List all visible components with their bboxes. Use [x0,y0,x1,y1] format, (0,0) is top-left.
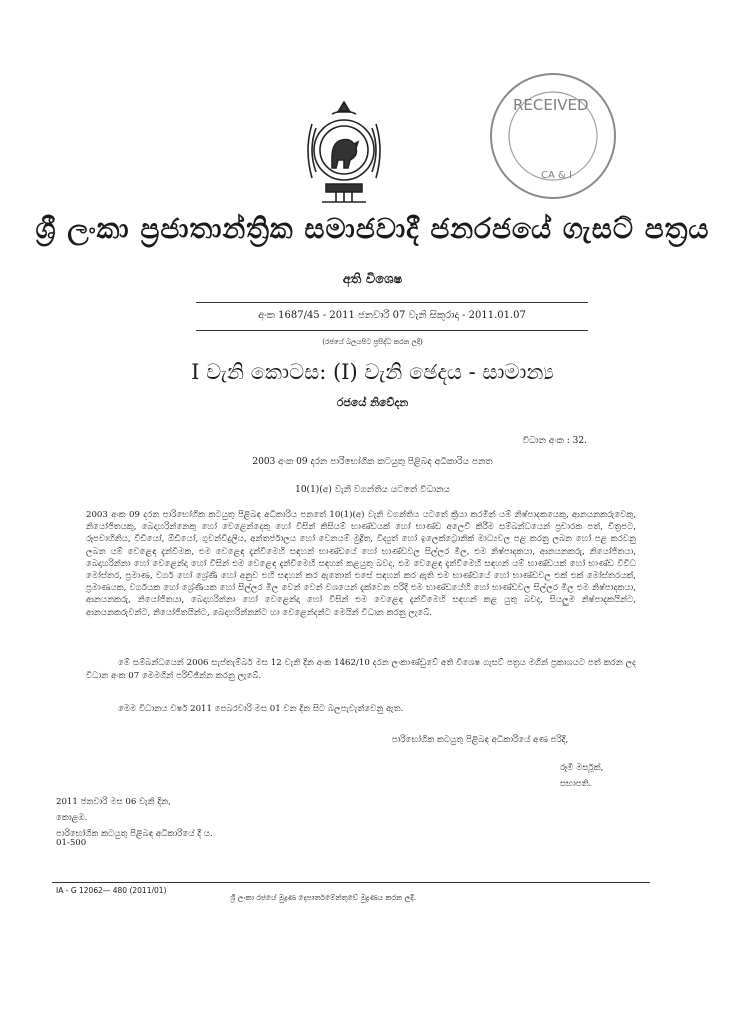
order-of-authority: පාරිභෝගික කටයුතු පිළිබඳ අධිකාරියේ අණ පරිදි, [391,735,569,745]
gazette-title: ශ්‍රී ලංකා ප්‍රජාතාන්ත්‍රික සමාජවාදී ජනරජයේ ගැසට් පත්‍රය [35,212,710,245]
signatory-title: සභාපති. [560,779,592,789]
signatory-block [560,760,640,792]
serial-number: 01-500 [56,838,87,848]
published-by: (රජයේ බලයපිට ප්‍රසිද්ධ කරන ලදී) [322,338,423,346]
sri-lanka-emblem [302,98,386,206]
footer-rule [52,882,650,883]
notices-heading: රජයේ නිවේදන [336,396,409,409]
stamp-text: RECEIVED [513,96,589,114]
authority-address: පාරිභෝගික කටයුතු පිළිබඳ අධිකාරියේ දී ය. [56,829,213,839]
printer-line: ශ්‍රී ලංකා රජයේ මුද්‍රණ දෙපාර්තමේන්තුවේ මුද්‍රණය කරන ලදී. [230,893,416,902]
date-place-block [56,794,213,842]
signatory-name: රූමි මර්සූක්, [560,763,604,773]
issue-rule-top [196,302,588,303]
regulation-heading: 10(1)(අ) වැනි වගන්තිය යටතේ විධානය [295,485,450,495]
issue-line: අංක 1687/45 - 2011 ජනවාරි 07 වැනි සිකුරාදා - 2011.01.07 [258,310,526,321]
part-heading: I වැනි කොටස: (I) වැනි ඡෙදය - සාමාන්‍ය [191,360,554,384]
revocation-paragraph: මේ සම්බන්ධයෙන් 2006 සැප්තැම්බර් මස 12 වැනි දින අංක 1462/10 දරන ලංකාණ්ඩුවේ අති විශෙෂ ගැසට් පත්‍රය මගින් ප්‍රකාශයට පත් කරන ලද විධාන අංක 07 මෙමගින් පරිච්ඡින්න කරනු ලැබේ. [86,658,636,681]
regulation-number: විධාන අංක : 32. [522,436,587,446]
stamp-date: CA & I [541,170,572,181]
date-line: 2011 ජනවාරි මස 06 වැනි දින, [56,797,171,807]
footer-code: IA - G 12062— 480 (2011/01) [56,886,167,895]
effective-date-paragraph: මෙම විධානය වර්ෂ 2011 පෙබරවාරි මස 01 වන දින සිට බලපැවැත්වෙනු ඇත. [118,704,404,714]
place-line: කොළඹ. [56,813,88,823]
extraordinary-label: අති විශෙෂ [342,272,403,287]
issue-rule-bottom [196,330,588,331]
received-stamp [483,66,623,206]
notice-body: 2003 අංක 09 දරන පාරිභෝගික කටයුතු පිළිබඳ අධිකාරිය පනතේ 10(1)(අ) වැනි වගන්තිය යටතේ ක්‍රියා කරමින් යම් නිෂ්පාදකයෙකු, ආනයනකරුවෙකු, නියෝජිතයකු, බෙදාහරින්නෙකු හෝ වෙළෙන්දෙකු හෝ විසින් කිසියම් භාණ්ඩයක් හෝ භාණ්ඩ අලෙවි කිරීම සම්බන්ධයෙන් ප්‍රචාරක පත්, චිත්‍රපට, රූපවාහිනිය, වීඩියෝ, ඕඩියෝ, ගුවන්විදුලිය, අන්තර්ජාලය හෝ වෙනයම් මුද්‍රිත, විද්‍යුත් හෝ ඉලෙක්ට්‍රොනික් මාධ්‍යවල පළ කරනු ලබන හෝ පළ කරවනු ලබන යම් වෙළෙඳ දැන්වීමක, එම වෙළෙඳ දැන්වීමෙහි සඳහන් භාණ්ඩයේ හෝ භාණ්ඩවල සිල්ලර මිල, එම නිෂ්පාදකයා, ආනයනකරු, නියෝජිතයා, බෙදාහරින්නා හෝ වෙළෙන්දා හෝ විසින් එම වෙළෙඳ දැන්වීමෙහි සඳහන් කළයුතු බවද, එම වෙළෙඳ දැන්වීමෙහි සඳහන් යම් භාණ්ඩයක් හෝ භාණ්ඩ විවිධ මෝස්තර, ප්‍රමාණ, වර්ග හෝ ශ්‍රේණි හෝ අනුව එහි සඳහන් කර ඇතොත් එසේ සඳහන් කර ඇති එම භාණ්ඩයේ හෝ භාණ්ඩවල එක් එක් මෝස්තරයක්, ප්‍රමාණයක, වර්ගයක හෝ ශ්‍රේණියක හෝ සිල්ලර මිල වෙන් වෙන් වශයෙන් දැක්වෙන පරිදි එම භාණ්ඩයේහි හෝ භාණ්ඩවල සිල්ලර මිල එම නිෂ්පාදකයා, ආනයනකරු, නියෝජිතයා, බෙදාහරින්නා හෝ වෙළෙන්දා හෝ විසින් එම වෙළෙඳ දැන්වීමෙහි සඳහන් කළ යුතු බවද, සියලුම නිෂ්පාදකයින්ට, ආනයනකරුවන්ට, නියෝජිතයින්ට, බෙදාහරින්නන්ට හා වෙළෙන්දන්ට මෙයින් විධාන කරනු ලැබේ. [86,510,636,618]
act-heading: 2003 අංක 09 දරන පාරිභෝගික කටයුතු පිළිබඳ අධිකාරිය පනත [252,457,493,467]
